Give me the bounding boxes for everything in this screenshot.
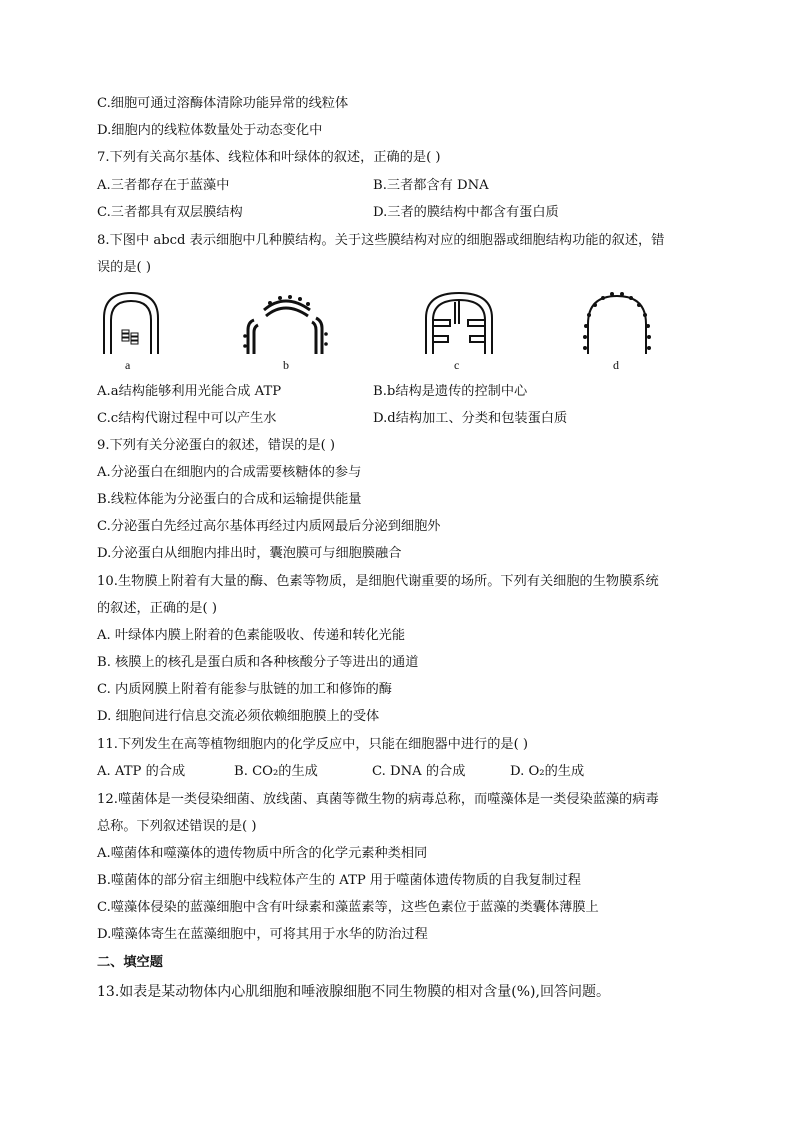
question-13: 13.如表是某动物体内心肌细胞和唾液腺细胞不同生物膜的相对含量(%),回答问题。: [97, 984, 610, 1000]
question-7: 7.下列有关高尔基体、线粒体和叶绿体的叙述，正确的是( ): [97, 150, 441, 165]
question-11: 11.下列发生在高等植物细胞内的化学反应中，只能在细胞器中进行的是( ): [97, 737, 529, 752]
q11-option-b: B. CO₂的生成: [234, 764, 318, 779]
question-10-line1: 10.生物膜上附着有大量的酶、色素等物质，是细胞代谢重要的场所。下列有关细胞的生物膜系统: [97, 574, 659, 589]
q11-option-d: D. O₂的生成: [510, 764, 585, 779]
section-heading: 二、填空题: [97, 955, 163, 970]
q9-option-a: A.分泌蛋白在细胞内的合成需要核糖体的参与: [97, 465, 362, 480]
question-12-line1: 12.噬菌体是一类侵染细菌、放线菌、真菌等微生物的病毒总称，而噬藻体是一类侵染蓝藻的病毒: [97, 792, 659, 807]
question-8-line1: 8.下图中 abcd 表示细胞中几种膜结构。关于这些膜结构对应的细胞器或细胞结构功能的叙述，错: [97, 233, 665, 248]
q12-option-a: A.噬菌体和噬藻体的遗传物质中所含的化学元素种类相同: [97, 846, 428, 861]
q7-option-a: A.三者都存在于蓝藻中: [97, 178, 230, 193]
membrane-structures-figure: [92, 290, 672, 376]
structure-d-diagram: [582, 290, 652, 356]
q11-option-a: A. ATP 的合成: [97, 764, 186, 779]
option-text: D.细胞内的线粒体数量处于动态变化中: [97, 123, 323, 138]
q8-option-b: B.b结构是遗传的控制中心: [373, 384, 528, 399]
figure-label-d: d: [613, 358, 619, 372]
q9-option-d: D.分泌蛋白从细胞内排出时，囊泡膜可与细胞膜融合: [97, 546, 402, 561]
structure-a-diagram: [100, 290, 162, 356]
q11-option-c: C. DNA 的合成: [372, 764, 466, 779]
q10-option-c: C. 内质网膜上附着有能参与肽链的加工和修饰的酶: [97, 682, 392, 697]
q8-option-a: A.a结构能够利用光能合成 ATP: [97, 384, 282, 399]
figure-label-b: b: [283, 358, 289, 372]
q12-option-c: C.噬藻体侵染的蓝藻细胞中含有叶绿素和藻蓝素等，这些色素位于蓝藻的类囊体薄膜上: [97, 900, 599, 915]
question-12-line2: 总称。下列叙述错误的是( ): [97, 819, 257, 834]
figure-label-a: a: [125, 358, 131, 372]
q7-option-c: C.三者都具有双层膜结构: [97, 205, 243, 220]
structure-c-diagram: [422, 290, 496, 356]
q10-option-b: B. 核膜上的核孔是蛋白质和各种核酸分子等进出的通道: [97, 655, 419, 670]
q12-option-d: D.噬藻体寄生在蓝藻细胞中，可将其用于水华的防治过程: [97, 927, 428, 942]
q8-option-c: C.c结构代谢过程中可以产生水: [97, 411, 277, 426]
q7-option-b: B.三者都含有 DNA: [373, 178, 489, 193]
question-8-line2: 误的是( ): [97, 260, 152, 275]
figure-label-c: c: [454, 358, 460, 372]
structure-b-diagram: [240, 290, 330, 356]
q12-option-b: B.噬菌体的部分宿主细胞中线粒体产生的 ATP 用于噬菌体遗传物质的自我复制过程: [97, 873, 581, 888]
q10-option-a: A. 叶绿体内膜上附着的色素能吸收、传递和转化光能: [97, 628, 406, 643]
q9-option-b: B.线粒体能为分泌蛋白的合成和运输提供能量: [97, 492, 362, 507]
q8-option-d: D.d结构加工、分类和包装蛋白质: [373, 411, 568, 426]
question-10-line2: 的叙述，正确的是( ): [97, 601, 217, 616]
option-text: C.细胞可通过溶酶体清除功能异常的线粒体: [97, 96, 349, 111]
question-9: 9.下列有关分泌蛋白的叙述，错误的是( ): [97, 438, 336, 453]
q10-option-d: D. 细胞间进行信息交流必须依赖细胞膜上的受体: [97, 709, 380, 724]
q7-option-d: D.三者的膜结构中都含有蛋白质: [373, 205, 559, 220]
q9-option-c: C.分泌蛋白先经过高尔基体再经过内质网最后分泌到细胞外: [97, 519, 441, 534]
